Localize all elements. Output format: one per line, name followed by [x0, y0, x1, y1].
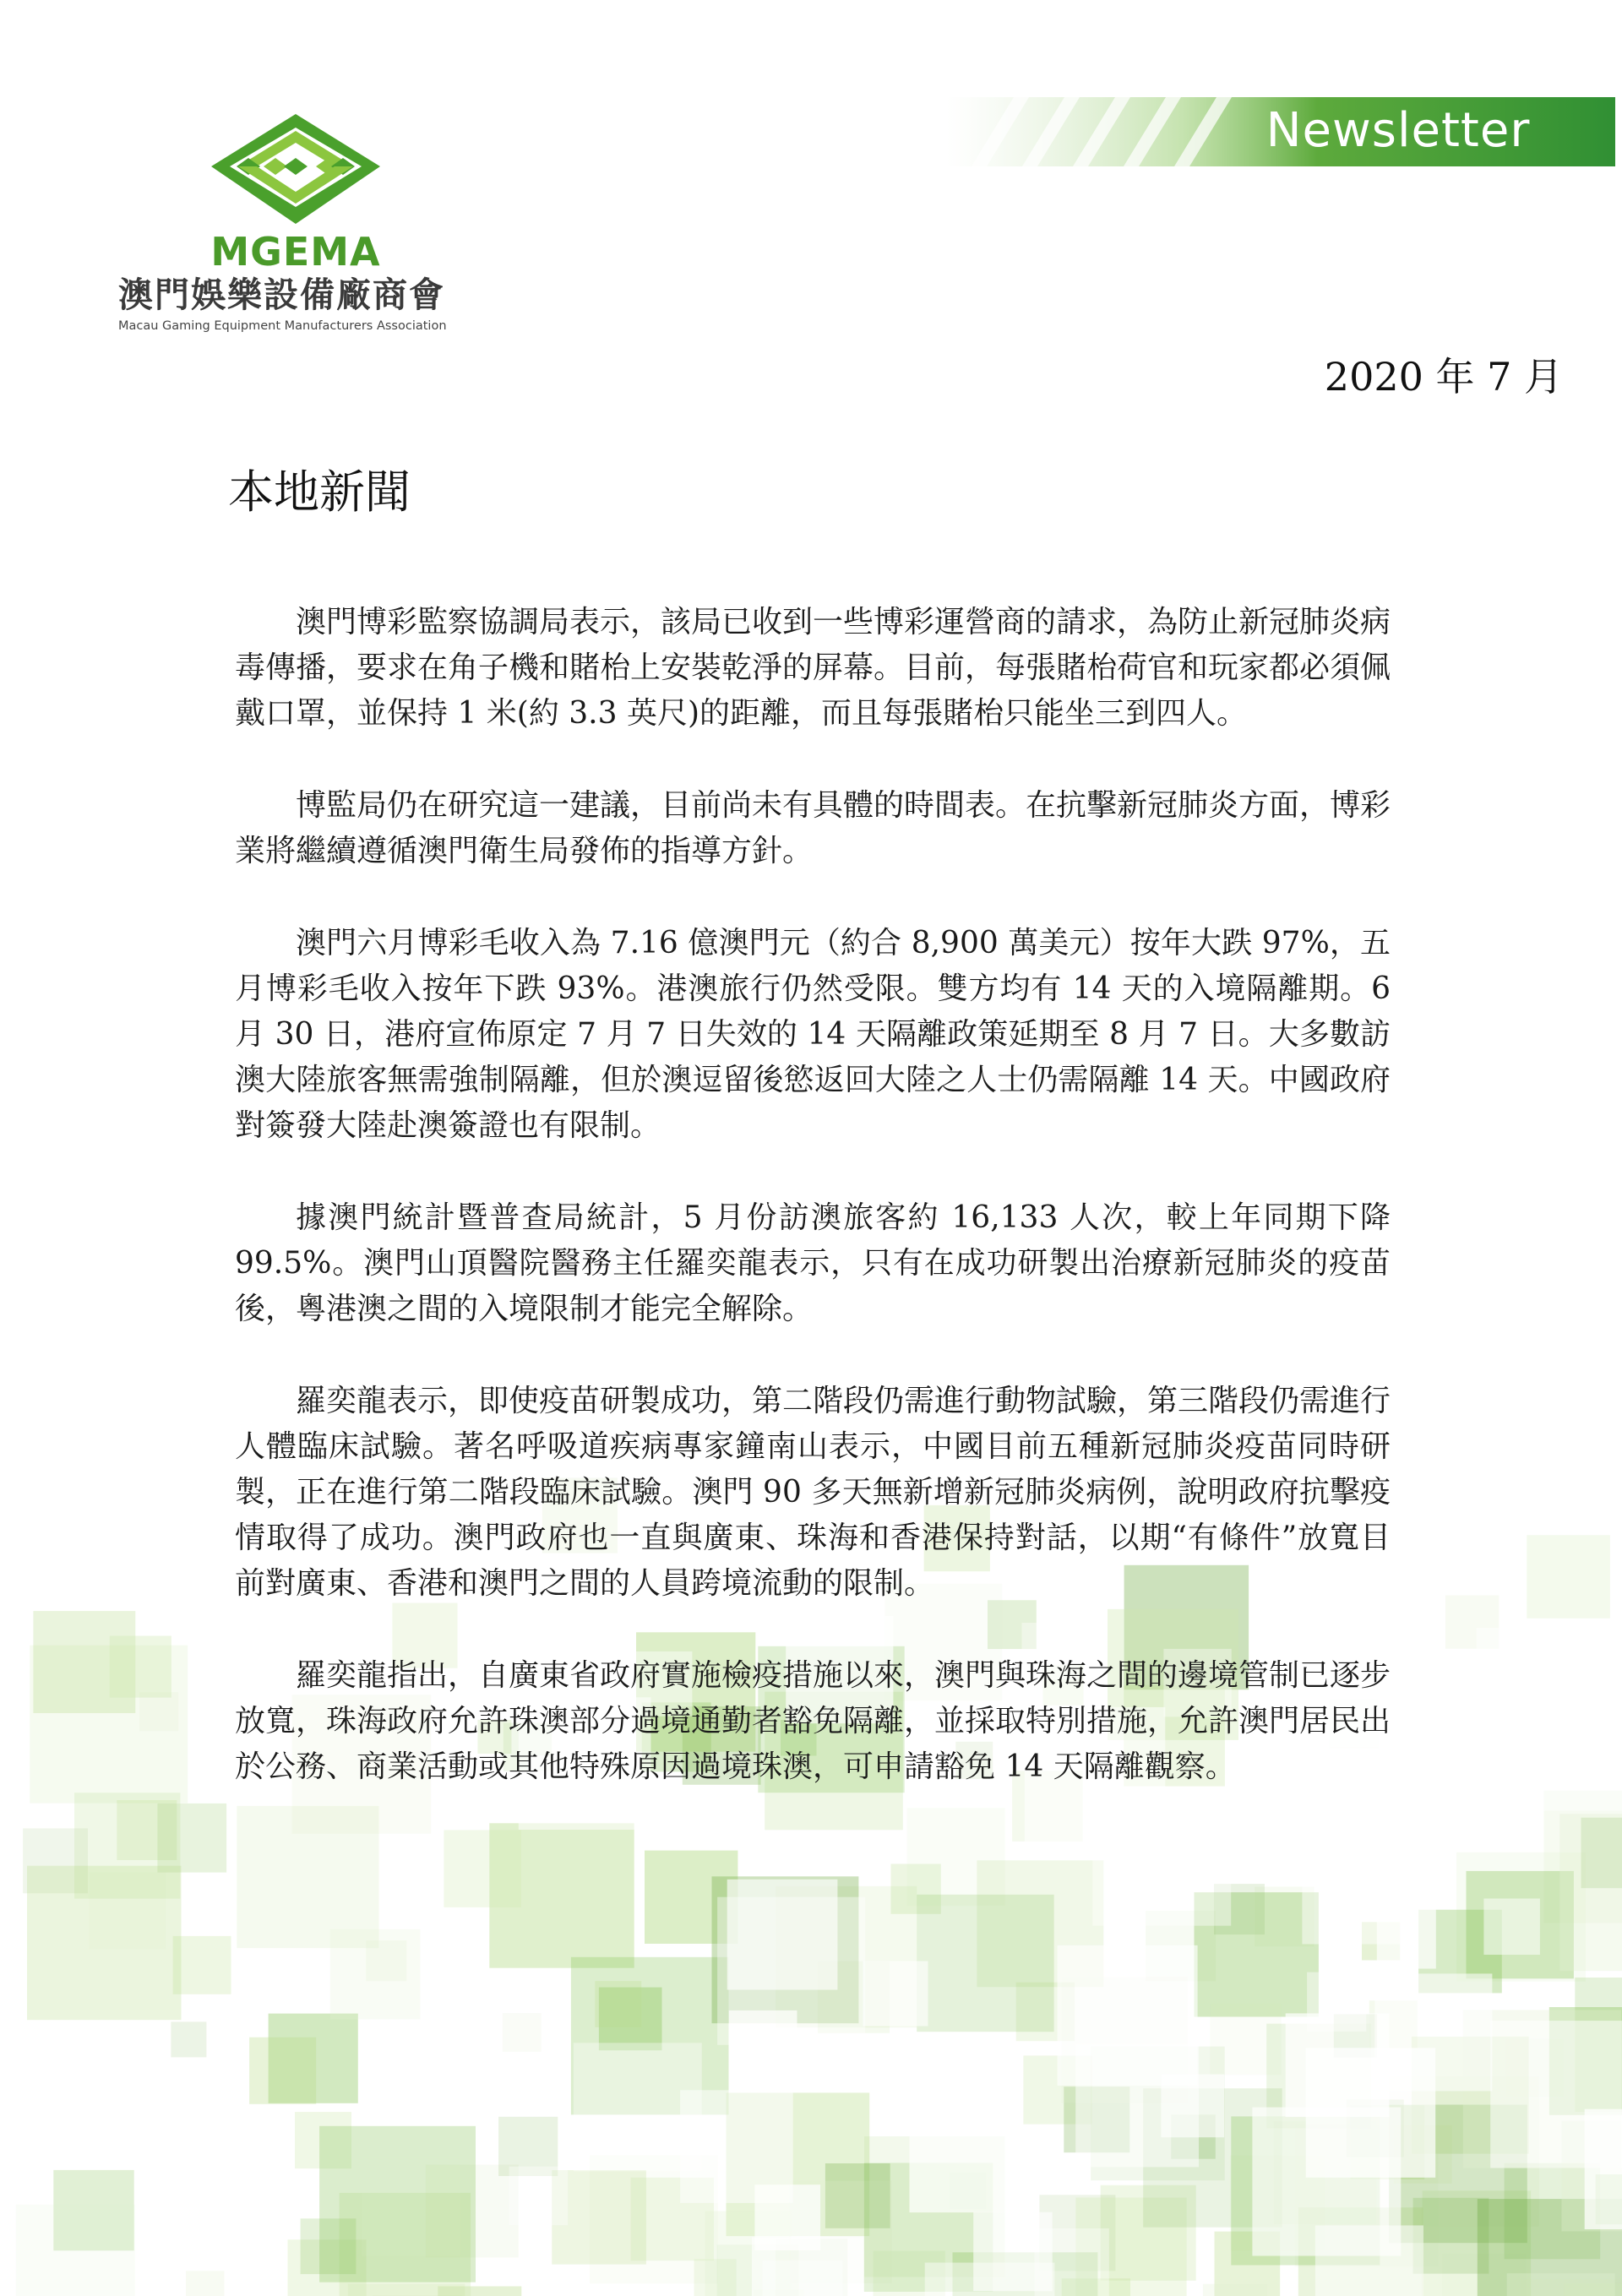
association-logo [118, 114, 490, 342]
decorative-square [110, 1636, 171, 1698]
decorative-square [752, 2237, 863, 2296]
decorative-square [1307, 1972, 1366, 2032]
decorative-square [444, 1830, 521, 1907]
decorative-square [249, 2038, 316, 2104]
decorative-square [1413, 2198, 1489, 2274]
article-body [235, 600, 1391, 1836]
decorative-square [171, 2021, 206, 2057]
paragraph: 澳門六月博彩毛收入為 7.16 億澳門元（約合 8,900 萬美元）按年大跌 97%，五月博彩毛收入按年下跌 93%。港澳旅行仍然受限。雙方均有 14 天的入境隔離期。6 月 30 日，港府宣佈原定 7 月 7 日失效的 14 天隔離政策延期至 8 月 7 日。大多數訪澳大陸旅客無需強制隔離，但於澳逗留後慾返回大陸之人士仍需隔離 14 天。中國政府對簽發大陸赴澳簽證也有限制。 [235, 926, 1391, 1143]
decorative-square [1559, 1814, 1622, 1971]
paragraph: 澳門博彩監察協調局表示，該局已收到一些博彩運營商的請求，為防止新冠肺炎病毒傳播，要求在角子機和賭枱上安裝乾淨的屏幕。目前，每張賭枱荷官和玩家都必須佩戴口罩，並保持 1 米(約 3.3 英尺)的距離，而且每張賭枱只能坐三到四人。 [235, 605, 1391, 731]
paragraph: 羅奕龍指出，自廣東省政府實施檢疫措施以來，澳門與珠海之間的邊境管制已逐步放寬，珠海政府允許珠澳部分過境通勤者豁免隔離，並採取特別措施，允許澳門居民出於公務、商業活動或其他特殊原因過境珠澳，可申請豁免 14 天隔離觀察。 [235, 1658, 1391, 1784]
paragraph: 博監局仍在研究這一建議，目前尚未有具體的時間表。在抗擊新冠肺炎方面，博彩業將繼續遵循澳門衛生局發佈的指導方針。 [235, 788, 1391, 868]
decorative-square [503, 2013, 542, 2052]
decorative-square [1521, 2279, 1622, 2296]
decorative-square [1483, 1899, 1540, 1956]
section-title: 本地新聞 [228, 465, 411, 519]
decorative-square [729, 2010, 797, 2079]
decorative-square [74, 1793, 180, 1898]
decorative-square [1203, 2284, 1267, 2296]
decorative-square [910, 2112, 1011, 2213]
decorative-square [727, 1880, 838, 1990]
decorative-square [1377, 1910, 1436, 1969]
decorative-square [16, 2205, 135, 2296]
paragraph: 羅奕龍表示，即使疫苗研製成功，第二階段仍需進行動物試驗，第三階段仍需進行人體臨床試驗。著名呼吸道疾病專家鐘南山表示，中國目前五種新冠肺炎疫苗同時研製，正在進行第二階段臨床試驗。澳門 90 多天無新增新冠肺炎病例，說明政府抗擊疫情取得了成功。澳門政府也一直與廣東、珠海和香港保持對話，以期“有條件”放寬目前對廣東、香港和澳門之間的人員跨境流動的限制。 [235, 1384, 1391, 1601]
newsletter-label: Newsletter [1265, 103, 1531, 158]
decorative-square [1252, 2108, 1401, 2256]
decorative-square [1585, 2109, 1622, 2229]
decorative-square [509, 2167, 569, 2226]
mgema-diamond-icon [211, 114, 380, 224]
decorative-square [1058, 1945, 1198, 2086]
paragraph: 據澳門統計暨普查局統計，5 月份訪澳旅客約 16,133 人次，較上年同期下降 99.5%。澳門山頂醫院醫務主任羅奕龍表示，只有在成功研製出治療新冠肺炎的疫苗後，粵港澳之間的入境限制才能完全解除。 [235, 1200, 1391, 1326]
decorative-square [925, 2263, 1055, 2296]
issue-date: 2020 年 7 月 [1324, 354, 1563, 400]
decorative-square [186, 2271, 225, 2296]
decorative-square [595, 1981, 641, 2027]
decorative-square [1527, 1535, 1610, 1619]
logo-chinese-name: 澳門娛樂設備廠商會 [118, 275, 445, 315]
decorative-square [574, 2043, 702, 2171]
decorative-square [1541, 1700, 1622, 1811]
decorative-square [173, 1936, 231, 1994]
logo-english-name: Macau Gaming Equipment Manufacturers Association [118, 319, 447, 333]
decorative-square [362, 2157, 460, 2256]
decorative-square [863, 1961, 928, 2027]
logo-acronym: MGEMA [210, 229, 381, 275]
